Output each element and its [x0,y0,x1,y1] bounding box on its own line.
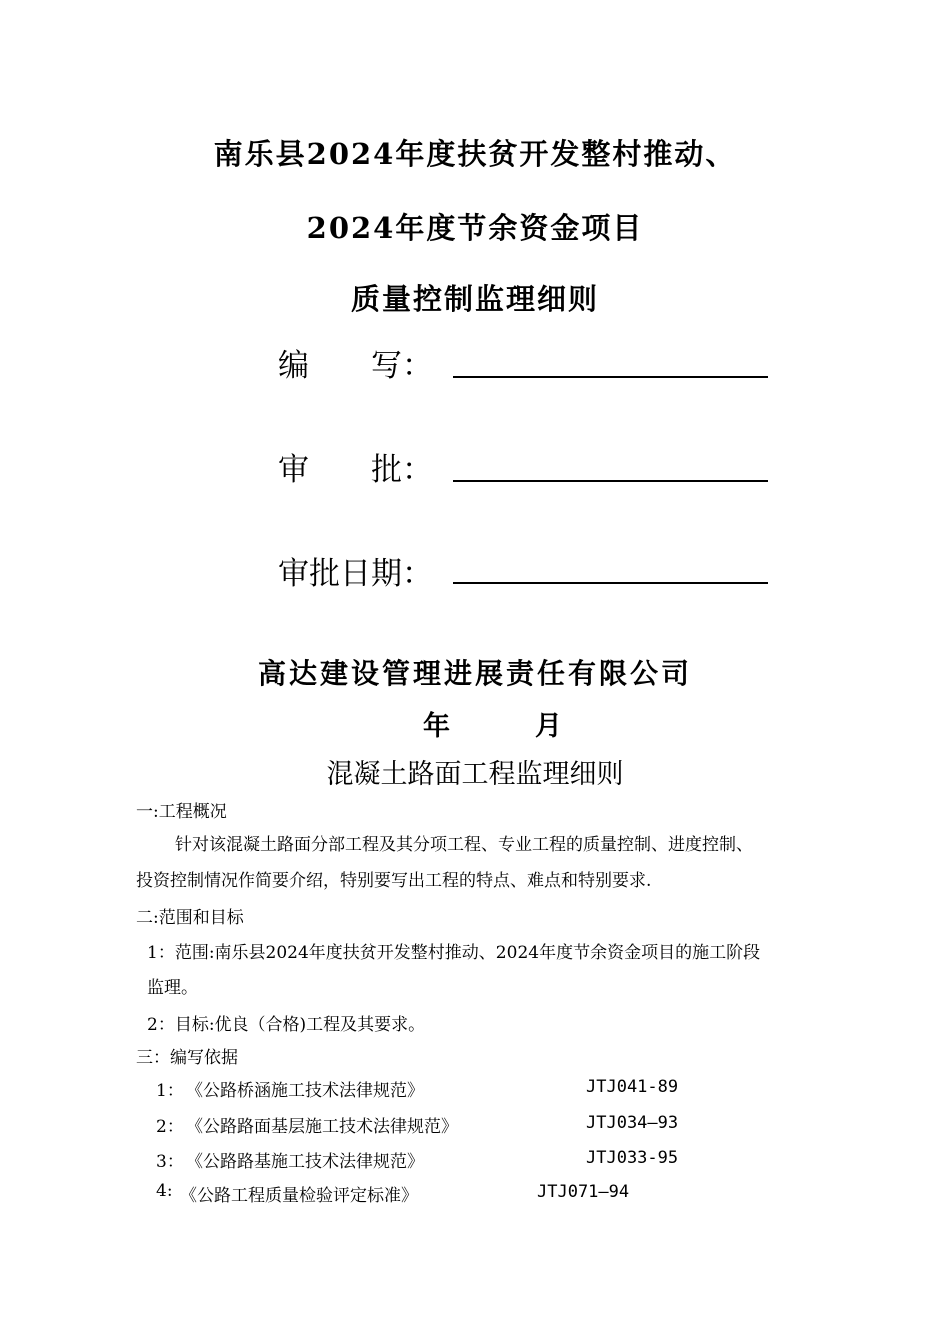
section3-heading: 三：编写依据 [136,1048,238,1068]
field-line-author[interactable] [453,376,768,378]
cover-title-line-2: 2024年度节余资金项目 [306,211,644,245]
reference-title: 《公路路基施工技术法律规范》 [186,1152,424,1172]
reference-title: 《公路路面基层施工技术法律规范》 [186,1117,458,1137]
field-label-author: 编 写： [278,348,433,384]
field-line-approval-date[interactable] [453,582,768,584]
reference-number: 3： [156,1152,184,1172]
reference-title: 《公路桥涵施工技术法律规范》 [186,1081,424,1101]
month-label: 月 [535,711,562,742]
document-title: 混凝土路面工程监理细则 [326,759,624,790]
reference-number: 1： [156,1081,184,1101]
reference-code: JTJ033-95 [586,1148,679,1168]
reference-code: JTJ034—93 [586,1113,679,1133]
reference-number: 2： [156,1117,184,1137]
section2-goal: 2：目标:优良（合格)工程及其要求。 [147,1015,426,1035]
reference-code: JTJ041-89 [586,1077,679,1097]
reference-code: JTJ071—94 [537,1182,630,1202]
reference-title: 《公路工程质量检验评定标准》 [180,1186,418,1206]
section2-heading: 二:范围和目标 [136,908,244,928]
field-label-approver: 审 批： [278,452,433,488]
section1-paragraph-line1: 针对该混凝土路面分部工程及其分项工程、专业工程的质量控制、进度控制、 [175,835,753,855]
field-label-approval-date: 审批日期： [278,556,433,592]
section1-paragraph-line2: 投资控制情况作简要介绍，特别要写出工程的特点、难点和特别要求. [136,871,652,891]
company-name: 高达建设管理进展责任有限公司 [257,657,692,690]
year-label: 年 [423,711,450,742]
section1-heading: 一:工程概况 [136,802,227,822]
reference-number: 4: [156,1181,173,1201]
cover-title-line-1: 南乐县2024年度扶贫开发整村推动、 [213,137,737,171]
field-line-approver[interactable] [453,480,768,482]
section2-scope-line1: 1：范围:南乐县2024年度扶贫开发整村推动、2024年度节余资金项目的施工阶段 [147,943,761,963]
cover-title-line-3: 质量控制监理细则 [350,282,599,316]
section2-scope-line2: 监理。 [147,978,198,998]
